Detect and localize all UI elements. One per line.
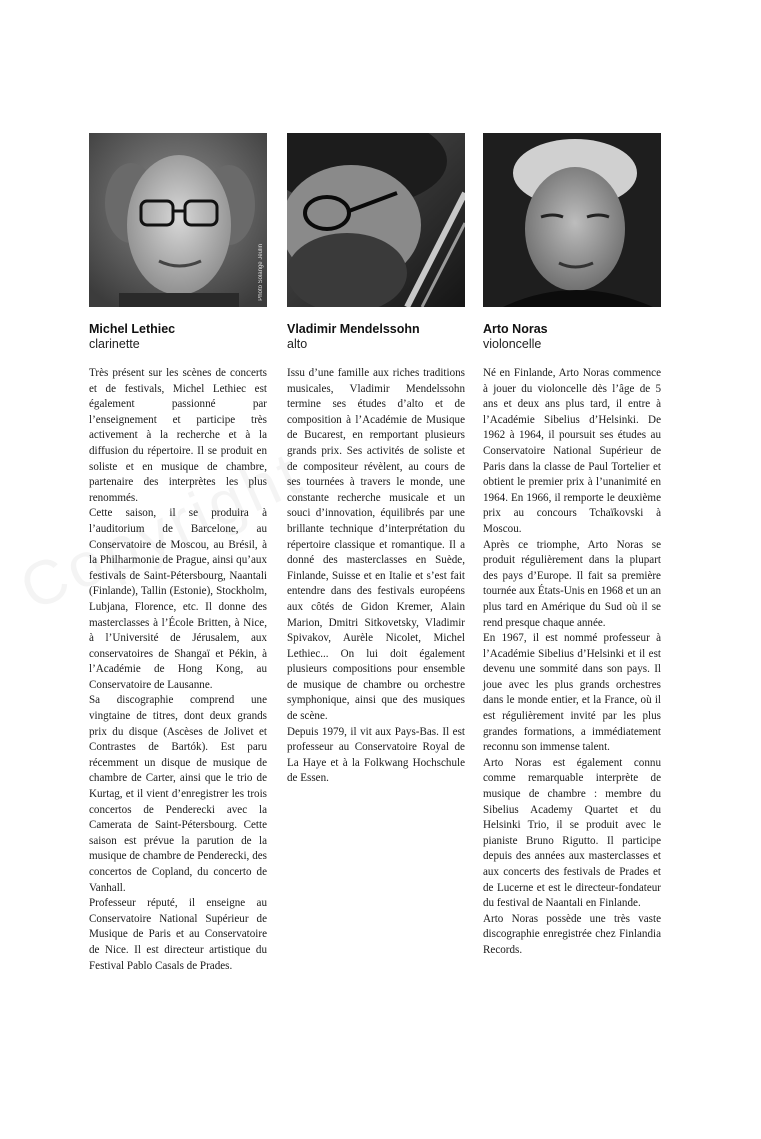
- artist-photo-noras: [483, 133, 661, 307]
- bio-paragraph: Arto Noras possède une très vaste discographie enregistrée chez Finlandia Records.: [483, 912, 661, 956]
- bio-paragraph: Cette saison, il se produira à l’auditorium de Barcelone, au Conservatoire de Moscou, au Brésil, à la Philharmonie de Prague, ainsi qu’aux festivals de Saint-Pétersbourg, Naantali (Finlande), Tallin (Estonie), Stockholm, Lubjana, Florence, etc. Il donne des masterclasses à l’École Britten, à Nice, à l’Université de Jérusalem, aux conservatoires de Shangaï et Pékin, à l’Académie de Hong Kong, au Conservatoire de Lausanne.: [89, 507, 267, 691]
- artist-name: Vladimir Mendelssohn: [287, 322, 420, 336]
- portrait-mendelssohn-image: [287, 133, 465, 307]
- artist-bio: [287, 366, 465, 787]
- artist-column-mendelssohn: [287, 133, 465, 787]
- portrait-lethiec-image: [89, 133, 267, 307]
- artist-name: Arto Noras: [483, 322, 548, 336]
- bio-paragraph: Issu d’une famille aux riches traditions musicales, Vladimir Mendelssohn termine ses études d’alto et de composition à l’Académie de Musique de Bucarest, en remportant plusieurs grands prix. Ses activités de soliste et de compositeur révèlent, au cours de ses tournées à travers le monde, une constante recherche musicale et un souci d’innovation, équilibrés par une brillante technique d’interprétation du répertoire classique et romantique. Il a donné des masterclasses en Suède, Finlande, Suisse et en Italie et s’est fait entendre dans des festivals européens aux côtés de Gidon Kremer, Alain Marion, Dmitri Sitkovetsky, Vladimir Spivakov, Aurèle Nicolet, Michel Lethiec... On lui doit également plusieurs compositions pour ensemble de musique de chambre ou orchestre symphonique, ainsi que des musiques de scène.: [287, 367, 465, 723]
- artist-instrument: alto: [287, 337, 308, 351]
- bio-paragraph: Arto Noras est également connu comme remarquable interprète de musique de chambre : membre du Sibelius Academy Quartet et du Helsinki Trio, il se produit avec le pianiste Bruno Rigutto. Il participe depuis des années aux masterclasses et aux concerts des festivals de Prades et de Lucerne et est le directeur-fondateur du festival de Naantali en Finlande.: [483, 756, 661, 910]
- bio-paragraph: Sa discographie comprend une vingtaine de titres, dont deux grands prix du disque (Ascèses de Jolivet et Contrastes de Bartók). Est paru récemment un disque de musique de chambre de Carter, ainsi que le trio de Kurtag, et il vient d’enregistrer les trois concertos de Penderecki avec la Camerata de Saint-Pétersbourg. Cette saison est prévue la parution de la musique de chambre de Penderecki, des concertos de Copland, du concerto de Vanhall.: [89, 694, 267, 894]
- portrait-noras-image: [483, 133, 661, 307]
- artist-column-noras: [483, 133, 661, 959]
- bio-paragraph: Depuis 1979, il vit aux Pays-Bas. Il est professeur au Conservatoire Royal de La Haye et à la Folkwang Hochschule de Essen.: [287, 725, 465, 785]
- bio-paragraph: Après ce triomphe, Arto Noras se produit régulièrement dans la plupart des pays d’Europe. Il fait sa première tournée aux États-Unis en 1968 et un an plus tard en Amérique du Sud où il se rend presque chaque année.: [483, 538, 661, 629]
- artist-instrument: clarinette: [89, 337, 140, 351]
- artist-bio: [483, 366, 661, 959]
- bio-paragraph: Très présent sur les scènes de concerts et de festivals, Michel Lethiec est également passionné par l’enseignement et participe très activement à la recherche et à la diffusion du répertoire. Il se produit en soliste et en musique de chambre, partenaire des interprètes les plus renommés.: [89, 367, 267, 504]
- artist-name: Michel Lethiec: [89, 322, 176, 336]
- bio-paragraph: Né en Finlande, Arto Noras commence à jouer du violoncelle dès l’âge de 5 ans et deux ans plus tard, il entre à l’Académie Sibelius d’Helsinki. De 1962 à 1964, il poursuit ses études au Conservatoire National Supérieur de Paris dans la classe de Paul Tortelier et obtient le premier prix à l’unanimité en 1964. En 1966, il remporte le deuxième prix au concours Tchaïkovski à Moscou.: [483, 367, 661, 535]
- artist-photo-mendelssohn: [287, 133, 465, 307]
- bio-paragraph: En 1967, il est nommé professeur à l’Académie Sibelius d’Helsinki et il est devenu une sommité dans son pays. Il joue avec les plus grands orchestres dans le monde entier, et la France, où il est régulièrement invité par les plus grandes formations, a immédiatement reconnu son immense talent.: [483, 632, 661, 754]
- artist-bio: [89, 366, 267, 974]
- artist-photo-lethiec: [89, 133, 267, 307]
- photo-credit: Photo Solange Jeulin: [258, 244, 264, 301]
- bio-paragraph: Professeur réputé, il enseigne au Conservatoire National Supérieur de Musique de Paris et au Conservatoire de Nice. Il est directeur artistique du Festival Pablo Casals de Prades.: [89, 897, 267, 972]
- artist-instrument: violoncelle: [483, 337, 542, 351]
- artist-column-lethiec: [89, 133, 267, 974]
